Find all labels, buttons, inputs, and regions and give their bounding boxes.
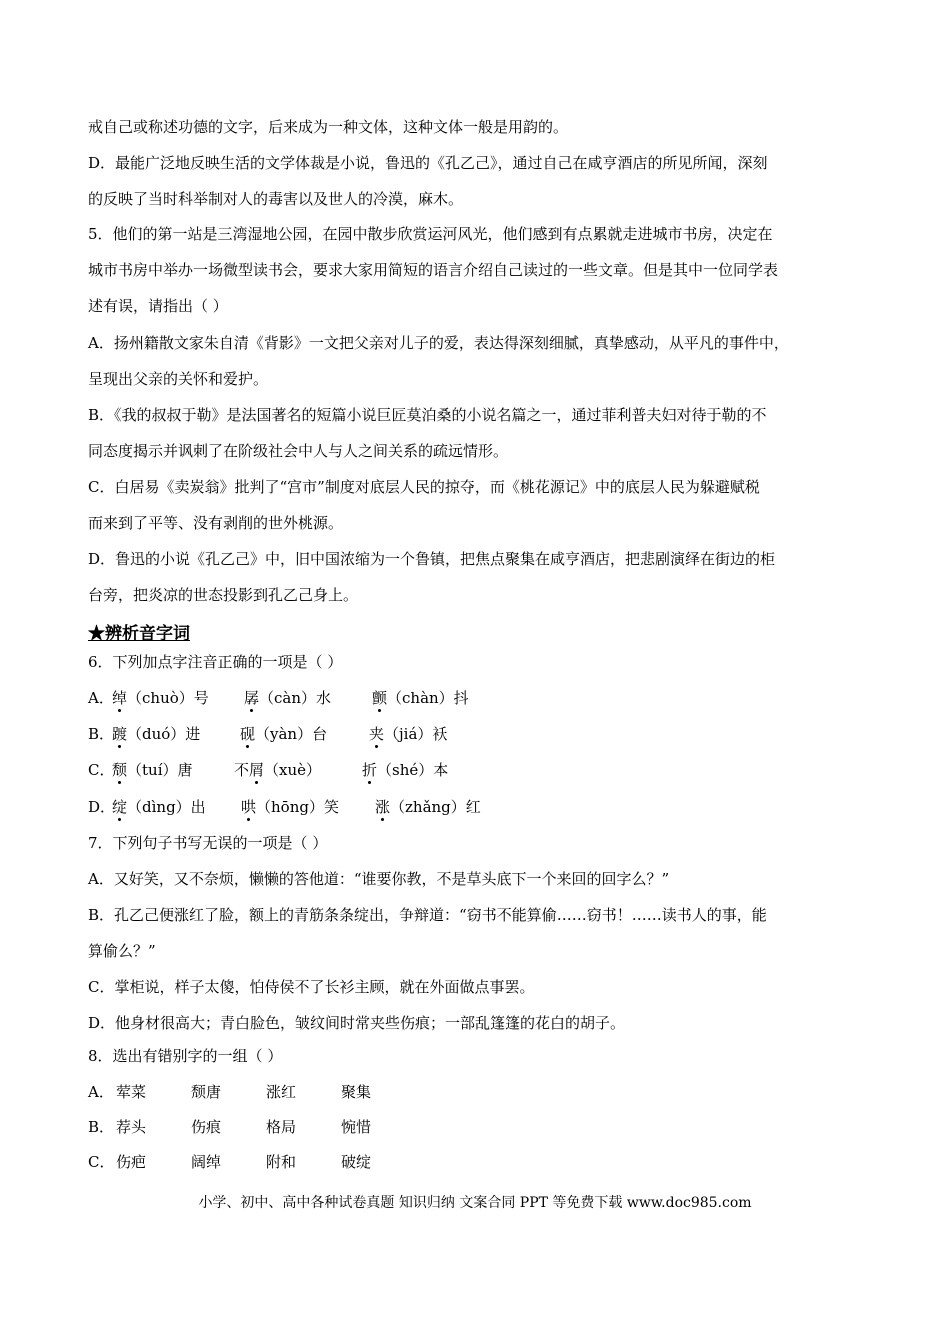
question-6-stem: 6．下列加点字注音正确的一项是（ ） xyxy=(88,653,343,671)
question-8-stem: 8．选出有错别字的一组（ ） xyxy=(88,1047,283,1065)
pinyin-text: （yàn）台 xyxy=(255,725,328,743)
pinyin-item xyxy=(112,760,193,780)
word: 格局 xyxy=(266,1118,297,1136)
q7-option-d: D．他身材很高大；青白脸色，皱纹间时常夹些伤痕；一部乱篷篷的花白的胡子。 xyxy=(88,1014,626,1032)
pinyin-item xyxy=(112,724,200,744)
q7-option-a: A．又好笑，又不奈烦，懒懒的答他道：“谁要你教，不是草头底下一个来回的回字么？” xyxy=(88,870,670,888)
pinyin-text: （duó）进 xyxy=(127,725,201,743)
option-b: B．《我的叔叔于勒》是法国著名的短篇小说巨匠莫泊桑的小说名篇之一，通过菲利普夫妇对待于勒的不 xyxy=(88,406,767,424)
text-line: 台旁，把炎凉的世态投影到孔乙己身上。 xyxy=(88,586,359,604)
text-line: 的反映了当时科举制对人的毒害以及世人的冷漠，麻木。 xyxy=(88,190,464,208)
pinyin-item xyxy=(240,724,327,744)
dotted-char: 绰 xyxy=(112,689,128,707)
word: 颓唐 xyxy=(191,1083,222,1101)
dotted-char: 颓 xyxy=(112,761,128,779)
option-label: C． xyxy=(88,761,115,779)
pinyin-text: （chàn）抖 xyxy=(387,689,469,707)
word: 附和 xyxy=(266,1153,297,1171)
q7-option-b: B．孔乙己便涨红了脸，额上的青筋条条绽出，争辩道：“窃书不能算偷……窃书！……读书人的事，能 xyxy=(88,906,767,924)
dotted-char: 踱 xyxy=(112,725,128,743)
dotted-char: 颤 xyxy=(372,689,388,707)
word: 破绽 xyxy=(341,1153,372,1171)
pinyin-text: （hōng）笑 xyxy=(256,798,339,816)
question-5-stem: 5．他们的第一站是三湾湿地公园，在园中散步欣赏运河风光，他们感到有点累就走进城市书房，决定在 xyxy=(88,225,773,243)
text-line: 呈现出父亲的关怀和爱护。 xyxy=(88,370,269,388)
pinyin-text: （chuò）号 xyxy=(127,689,209,707)
dotted-char: 涨 xyxy=(375,798,391,816)
pinyin-item xyxy=(112,688,209,708)
pinyin-text: （tuí）唐 xyxy=(127,761,193,779)
text-line: D．最能广泛地反映生活的文学体裁是小说，鲁迅的《孔乙己》，通过自己在咸亨酒店的所见所闻，深刻 xyxy=(88,154,768,172)
pinyin-item xyxy=(241,797,339,817)
option-label: B． xyxy=(88,725,115,743)
text-line: 算偷么？” xyxy=(88,942,156,960)
pinyin-item xyxy=(369,724,447,744)
option-d: D．鲁迅的小说《孔乙己》中，旧中国浓缩为一个鲁镇，把焦点聚集在咸亨酒店，把悲剧演绎在街边的柜 xyxy=(88,550,776,568)
dotted-char: 孱 xyxy=(244,689,260,707)
pinyin-text: （dìng）出 xyxy=(127,798,206,816)
plain-char: 不 xyxy=(234,761,250,779)
pinyin-item xyxy=(234,760,321,780)
option-label: B． xyxy=(88,1118,115,1136)
dotted-char: 哄 xyxy=(241,798,257,816)
word: 荤菜 xyxy=(116,1083,147,1101)
text-line: 戒自己或称述功德的文字，后来成为一种文体，这种文体一般是用韵的。 xyxy=(88,118,569,136)
page-footer: 小学、初中、高中各种试卷真题 知识归纳 文案合同 PPT 等免费下载 www.doc985.com xyxy=(198,1195,752,1211)
dotted-char: 夹 xyxy=(369,725,385,743)
option-a: A．扬州籍散文家朱自清《背影》一文把父亲对儿子的爱，表达得深刻细腻，真挚感动，从平凡的事件中， xyxy=(88,334,789,352)
pinyin-text: （jiá）袄 xyxy=(384,725,448,743)
dotted-char: 屑 xyxy=(249,761,265,779)
word: 惋惜 xyxy=(341,1118,372,1136)
text-line: 城市书房中举办一场微型读书会，要求大家用简短的语言介绍自己读过的一些文章。但是其中一位同学表 xyxy=(88,261,779,279)
pinyin-text: （xuè） xyxy=(264,761,322,779)
text-line: 述有误，请指出（ ） xyxy=(88,297,228,315)
dotted-char: 折 xyxy=(362,761,378,779)
word: 伤疤 xyxy=(116,1153,147,1171)
dotted-char: 绽 xyxy=(112,798,128,816)
pinyin-item xyxy=(375,797,481,817)
word: 聚集 xyxy=(341,1083,372,1101)
option-c: C．白居易《卖炭翁》批判了“宫市”制度对底层人民的掠夺，而《桃花源记》中的底层人民为躲避赋税 xyxy=(88,478,760,496)
pinyin-item xyxy=(362,760,448,780)
text-line: 而来到了平等、没有剥削的世外桃源。 xyxy=(88,514,344,532)
word: 涨红 xyxy=(266,1083,297,1101)
word: 阔绰 xyxy=(191,1153,222,1171)
dotted-char: 砚 xyxy=(240,725,256,743)
q7-option-c: C．掌柜说，样子太傻，怕侍侯不了长衫主顾，就在外面做点事罢。 xyxy=(88,978,535,996)
pinyin-text: （càn）水 xyxy=(259,689,332,707)
word: 荐头 xyxy=(116,1118,147,1136)
text-line: 同态度揭示并讽刺了在阶级社会中人与人之间关系的疏远情形。 xyxy=(88,442,509,460)
option-label: D． xyxy=(88,798,116,816)
question-7-stem: 7．下列句子书写无误的一项是（ ） xyxy=(88,834,328,852)
option-label: A． xyxy=(88,689,114,707)
option-label: A． xyxy=(88,1083,114,1101)
pinyin-item xyxy=(372,688,469,708)
pinyin-item xyxy=(244,688,331,708)
word: 伤痕 xyxy=(191,1118,222,1136)
option-label: C． xyxy=(88,1153,115,1171)
pinyin-text: （shé）本 xyxy=(377,761,449,779)
pinyin-text: （zhǎng）红 xyxy=(390,798,481,816)
pinyin-item xyxy=(112,797,206,817)
section-heading: ★辨析音字词 xyxy=(88,624,190,644)
